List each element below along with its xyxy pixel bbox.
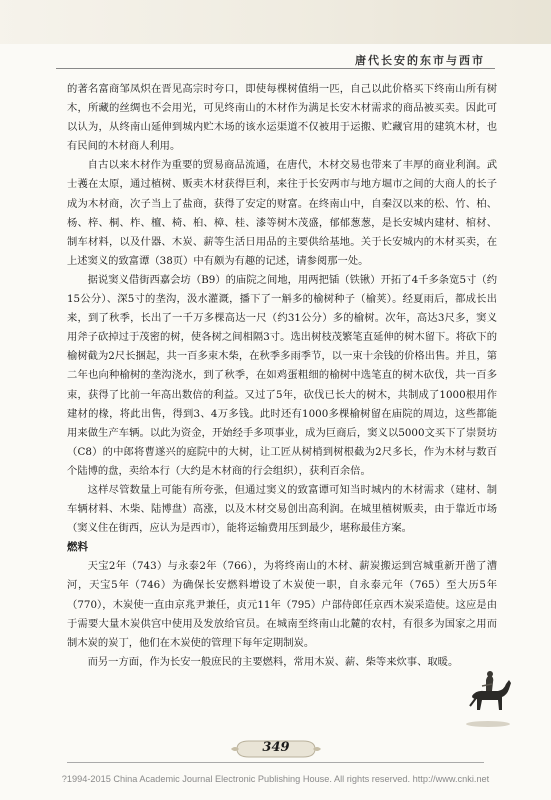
running-header-title: 唐代长安的东市与西市 bbox=[355, 54, 485, 67]
copyright-notice: ?1994-2015 China Academic Journal Electronic Publishing House. All rights reserved. http://www.cnki.net bbox=[61, 774, 490, 784]
body-text bbox=[67, 80, 497, 672]
paragraph-timber-trade: 自古以来木材作为重要的贸易商品流通，在唐代，木材交易也带来了丰厚的商业利润。武士彟在太原，通过植树、贩卖木材获得巨利，来往于长安两市与地方堀市之间的大商人的长子成为木材商，次子当上了盐商，获得了安定的财富。在终南山中，自秦汉以来的松、竹、柏、杨、梓、桐、柞、檀、椅、桕、樟、桂、漆等树木茂盛，郁郁葱葱，是长安城内建材、棺材、制车材料，以及什器、木炭、薪等生活日用品的主要供给基地。关于长安城内的木材买卖，在上述窦义的致富谭（38页）中有颇为有趣的记述，请参阅那一处。 bbox=[67, 159, 497, 267]
paragraph-continued: 的著名富商邹凤炽在晋见高宗时夸口，即使每棵树值绢一匹，自己以此价格买下终南山所有树木，所藏的丝绸也不会用光，可见终南山的木材作为满足长安木材需求的商品被买卖。因此可以认为，从终南山延伸到城内贮木场的该水运渠道不仅被用于运搬、贮藏官用的建筑木材，也有民间的木材商人利用。 bbox=[67, 83, 497, 153]
footer-divider bbox=[67, 762, 484, 763]
paragraph-conclusion: 这样尽管数量上可能有所夸张，但通过窦义的致富谭可知当时城内的木材需求（建材、制车辆材料、木柴、陆博盘）高涨，以及木材交易创出高利润。在城里植树贩卖，由于靠近市场（窦义住在街西，应认为是西市），能将运输费用压到最少，堪称最佳方案。 bbox=[67, 483, 497, 535]
header-decoration bbox=[0, 0, 551, 44]
section-heading-fuel: 燃料 bbox=[67, 541, 88, 554]
running-header bbox=[0, 0, 551, 70]
horse-rider-figurine-image bbox=[462, 668, 514, 728]
header-divider bbox=[56, 68, 495, 69]
paragraph-dou-yi-story: 据说窦义借街西嘉会坊（B9）的庙院之间地，用两把锸（铁锹）开拓了4千多条宽5寸（约15公分）、深5寸的垄沟，汲水灌溉，播下了一斛多的榆树种子（榆荚）。经夏雨后，都成长出来，到了秋季，长出了一千万多棵高达一尺（约31公分）多的榆树。次年，高达3尺多，窦义用斧子砍掉过于茂密的树，使各树之间相隔3寸。选出树枝茂繁笔直延伸的树木留下。将砍下的榆树截为2尺长捆起，共一百多束木柴，在秋季多雨季节，以一束十余钱的价格出售。并且，第二年也向种榆树的垄沟浇水，到了秋季，在如鸡蛋粗细的榆树中选笔直的树木砍伐，共一百多束，获得了比前一年高出数倍的利益。又过了5年，砍伐已长大的树木，共制成了1000根用作建材的椽，将此出售，得到3、4万多钱。此时还有1000多棵榆树留在庙院的周边，这些都能用来做生产车辆。以此为资金，开始经手多项事业，成为巨商后，窦义以5000文买下了崇贤坊（C8）的中郎将曹遂兴的庭院中的大树，让工匠从树梢到树根截为2尺多长，作为木材与数百个陆博的盘，卖给本行（大约是木材商的行会组织），获利百余倍。 bbox=[67, 273, 497, 477]
paragraph-fuel-2: 而另一方面，作为长安一般庶民的主要燃料，常用木炭、薪、柴等来炊事、取暖。 bbox=[87, 655, 459, 668]
page-number: 349 bbox=[262, 740, 290, 755]
paragraph-fuel-1: 天宝2年（743）与永泰2年（766），为将终南山的木材、薪炭搬运到宫城重新开凿了漕河，天宝5年（746）为确保长安燃料增设了木炭使一职，自永泰元年（765）至大历5年（770），木炭使一直由京兆尹兼任，贞元11年（795）户部侍郎任京西木炭采造使。这应是由于需要大量木炭供宫中使用及发放给官员。在城南至终南山北麓的农村，有很多为国家之用而制木炭的炭丁，他们在木炭使的管理下每年定期制炭。 bbox=[67, 560, 497, 649]
